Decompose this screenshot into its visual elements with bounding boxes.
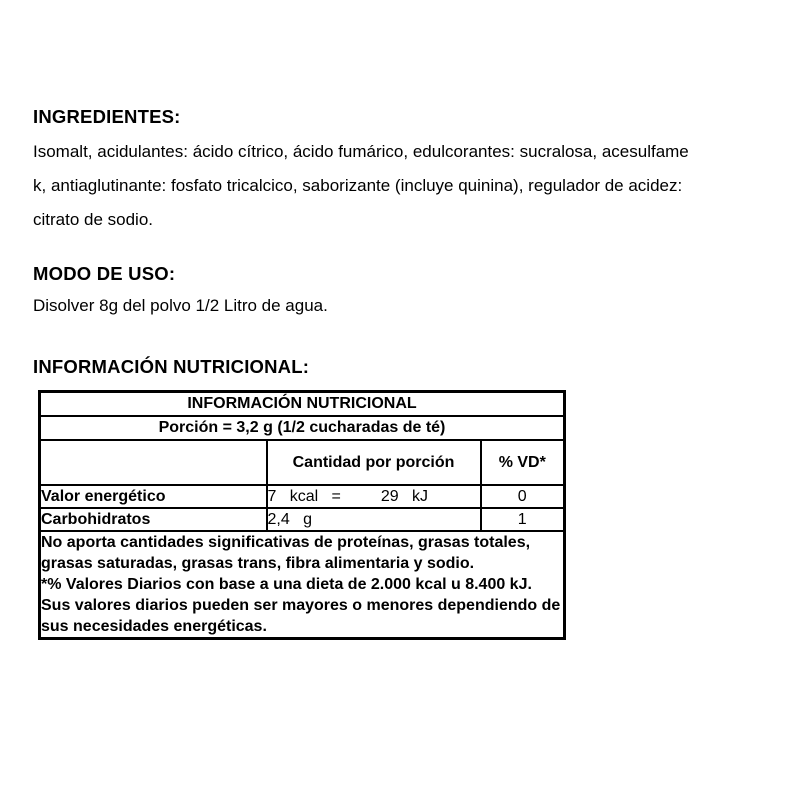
nutrition-section-heading: INFORMACIÓN NUTRICIONAL: — [33, 356, 310, 377]
table-row — [40, 485, 565, 508]
nutrient-amount: 7 kcal = 29 kJ — [267, 485, 481, 508]
note-no-significant-amounts: No aporta cantidades significativas de proteínas, grasas totales, grasas saturadas, grasas trans, fibra alimentaria y sodio. — [41, 534, 531, 572]
nutrient-name: Valor energético — [40, 485, 267, 508]
table-title-row — [40, 392, 565, 417]
ingredients-line: k, antiaglutinante: fosfato tricalcico, saborizante (incluye quinina), regulador de acidez: — [33, 176, 683, 195]
nutrition-facts-table — [38, 390, 566, 640]
table-row — [40, 508, 565, 531]
table-portion-row — [40, 416, 565, 440]
ingredients-line: Isomalt, acidulantes: ácido cítrico, ácido fumárico, edulcorantes: sucralosa, acesulfame — [33, 142, 689, 161]
nutrient-daily-value: 0 — [481, 485, 565, 508]
column-header-daily-value: % VD* — [481, 440, 565, 485]
usage-heading: MODO DE USO: — [33, 263, 176, 284]
table-notes — [40, 531, 565, 639]
note-daily-values-basis: *% Valores Diarios con base a una dieta de 2.000 kcal u 8.400 kJ. Sus valores diarios pueden ser mayores o menores dependiendo de sus necesidades energéticas. — [41, 576, 561, 635]
portion-size: Porción = 3,2 g (1/2 cucharadas de té) — [40, 416, 565, 440]
column-header-amount: Cantidad por porción — [267, 440, 481, 485]
usage-instructions: Disolver 8g del polvo 1/2 Litro de agua. — [33, 296, 328, 315]
table-column-header-row — [40, 440, 565, 485]
table-title: INFORMACIÓN NUTRICIONAL — [40, 392, 565, 417]
nutrient-name: Carbohidratos — [40, 508, 267, 531]
ingredients-heading: INGREDIENTES: — [33, 106, 181, 127]
nutrient-amount: 2,4 g — [267, 508, 481, 531]
table-notes-row — [40, 531, 565, 639]
column-header-nutrient — [40, 440, 267, 485]
ingredients-text — [33, 135, 770, 237]
nutrient-daily-value: 1 — [481, 508, 565, 531]
ingredients-line: citrato de sodio. — [33, 210, 154, 229]
